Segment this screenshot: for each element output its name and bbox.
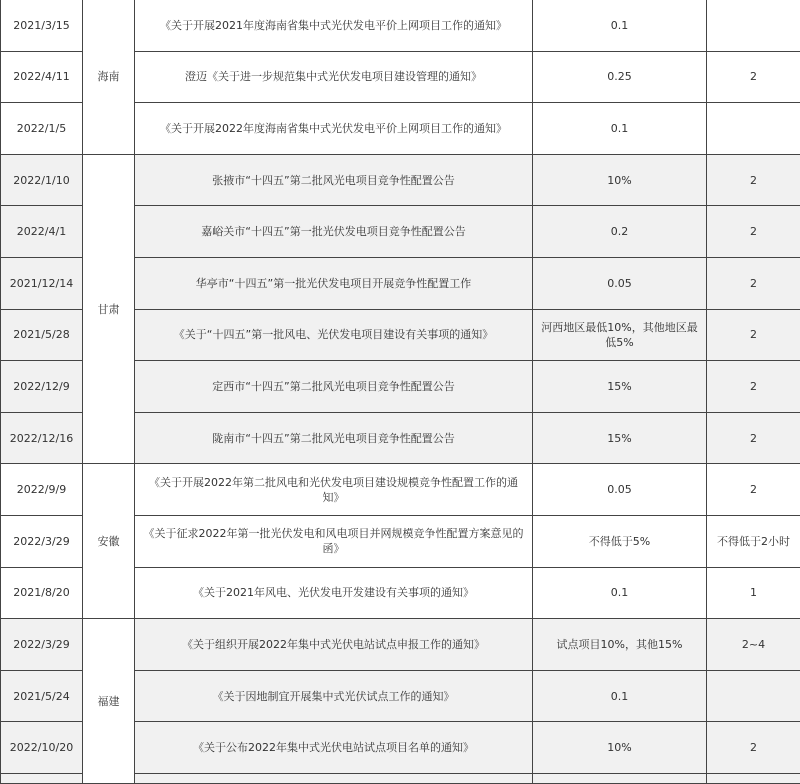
hours-cell: 不得低于2小时 (707, 515, 800, 567)
date-cell: 2022/9/9 (1, 464, 83, 516)
date-cell: 2022/12/16 (1, 412, 83, 464)
hours-cell: 2 (707, 206, 800, 258)
ratio-cell: 0.05 (533, 257, 707, 309)
ratio-cell: 10% (533, 722, 707, 774)
ratio-cell: 15% (533, 361, 707, 413)
hours-cell: 2 (707, 722, 800, 774)
date-cell: 2022/4/1 (1, 206, 83, 258)
title-cell: 《关于“十四五”第一批风电、光伏发电项目建设有关事项的通知》 (135, 309, 533, 361)
title-cell: 《关于组织开展2022年集中式光伏电站试点申报工作的通知》 (135, 619, 533, 671)
title-cell: 嘉峪关市“十四五”第一批光伏发电项目竞争性配置公告 (135, 206, 533, 258)
table-row (1, 464, 800, 516)
ratio-cell: 10% (533, 154, 707, 206)
hours-cell (707, 670, 800, 722)
hours-cell: 2 (707, 464, 800, 516)
date-cell: 2021/8/20 (1, 567, 83, 619)
partial-cell (707, 773, 800, 783)
hours-cell: 1 (707, 567, 800, 619)
date-cell: 2021/5/28 (1, 309, 83, 361)
partial-cell (1, 773, 83, 783)
ratio-cell: 0.25 (533, 51, 707, 103)
hours-cell: 2 (707, 361, 800, 413)
date-cell: 2022/3/29 (1, 515, 83, 567)
province-cell: 甘肃 (83, 154, 135, 464)
ratio-cell: 0.2 (533, 206, 707, 258)
date-cell: 2022/12/9 (1, 361, 83, 413)
title-cell: 《关于开展2022年度海南省集中式光伏发电平价上网项目工作的通知》 (135, 103, 533, 155)
hours-cell: 2 (707, 154, 800, 206)
date-cell: 2021/12/14 (1, 257, 83, 309)
date-cell: 2021/3/15 (1, 0, 83, 51)
title-cell: 《关于征求2022年第一批光伏发电和风电项目并网规模竞争性配置方案意见的函》 (135, 515, 533, 567)
hours-cell: 2 (707, 257, 800, 309)
hours-cell: 2 (707, 412, 800, 464)
ratio-cell: 试点项目10%，其他15% (533, 619, 707, 671)
title-cell: 定西市“十四五”第二批风光电项目竞争性配置公告 (135, 361, 533, 413)
title-cell: 《关于公布2022年集中式光伏电站试点项目名单的通知》 (135, 722, 533, 774)
hours-cell: 2 (707, 309, 800, 361)
date-cell: 2022/10/20 (1, 722, 83, 774)
table-row (1, 154, 800, 206)
date-cell: 2022/1/5 (1, 103, 83, 155)
partial-cell (135, 773, 533, 783)
province-cell: 海南 (83, 0, 135, 154)
ratio-cell: 0.1 (533, 567, 707, 619)
title-cell: 《关于2021年风电、光伏发电开发建设有关事项的通知》 (135, 567, 533, 619)
date-cell: 2022/1/10 (1, 154, 83, 206)
ratio-cell: 0.1 (533, 670, 707, 722)
title-cell: 陇南市“十四五”第二批风光电项目竞争性配置公告 (135, 412, 533, 464)
date-cell: 2021/5/24 (1, 670, 83, 722)
title-cell: 《关于因地制宜开展集中式光伏试点工作的通知》 (135, 670, 533, 722)
province-cell: 安徽 (83, 464, 135, 619)
table-row (1, 0, 800, 51)
ratio-cell: 0.1 (533, 0, 707, 51)
partial-cell (533, 773, 707, 783)
hours-cell: 2~4 (707, 619, 800, 671)
province-cell: 福建 (83, 619, 135, 784)
title-cell: 《关于开展2021年度海南省集中式光伏发电平价上网项目工作的通知》 (135, 0, 533, 51)
ratio-cell: 河西地区最低10%，其他地区最低5% (533, 309, 707, 361)
hours-cell (707, 103, 800, 155)
ratio-cell: 不得低于5% (533, 515, 707, 567)
date-cell: 2022/3/29 (1, 619, 83, 671)
title-cell: 张掖市“十四五”第二批风光电项目竞争性配置公告 (135, 154, 533, 206)
table-row (1, 619, 800, 671)
date-cell: 2022/4/11 (1, 51, 83, 103)
title-cell: 华亭市“十四五”第一批光伏发电项目开展竞争性配置工作 (135, 257, 533, 309)
hours-cell (707, 0, 800, 51)
ratio-cell: 0.05 (533, 464, 707, 516)
hours-cell: 2 (707, 51, 800, 103)
ratio-cell: 15% (533, 412, 707, 464)
title-cell: 《关于开展2022年第二批风电和光伏发电项目建设规模竞争性配置工作的通知》 (135, 464, 533, 516)
ratio-cell: 0.1 (533, 103, 707, 155)
title-cell: 澄迈《关于进一步规范集中式光伏发电项目建设管理的通知》 (135, 51, 533, 103)
policy-table-body (1, 0, 800, 783)
